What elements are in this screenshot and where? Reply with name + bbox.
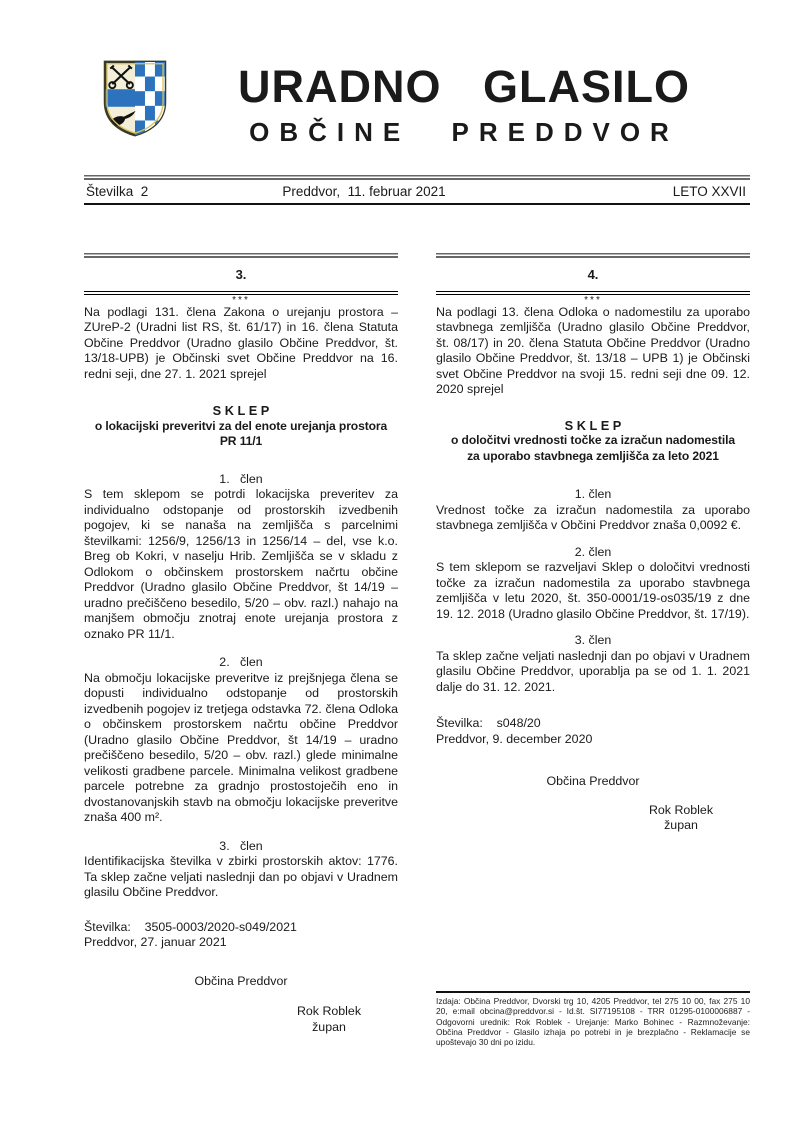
- article-body: Na območju lokacijske preveritve iz prejšnjega člena se dopusti individualno odstopanje od prostorskih izvedbenih pogojev iz tretjega odstavka 72. člena Odloka o občinskem prostorskem načrtu občine Preddvor (Uradno glasilo Občine Preddvor, št 14/19 – uradno prečiščeno besedilo, 5/20 – obv. razl.) glede minimalne velikosti gradbene parcele. Minimalna velikost gradbene parcele potrebne za gradnjo prostostoječih eno in dvostanovanjskih stavb na območju lokacijske preveritve znaša 400 m².: [84, 670, 398, 825]
- article-body: Ta sklep začne veljati naslednji dan po objavi v Uradnem glasilu Občine Preddvor, uporablja pa se od 1. 1. 2021 dalje do 31. 12. 2021.: [436, 648, 750, 694]
- act-subtitle-line: o lokacijski preveritvi za del enote urejanja prostora: [94, 418, 388, 433]
- act-title: S K L E P: [564, 417, 622, 433]
- act-subtitle-line: o določitvi vrednosti točke za izračun nadomestila: [451, 433, 735, 448]
- stars-separator: ***: [584, 294, 602, 306]
- section-number: 4.: [587, 267, 599, 282]
- stars-separator: ***: [232, 294, 250, 306]
- article-heading: 3. člen: [574, 633, 612, 648]
- signer-title: župan: [664, 818, 698, 833]
- issue-number: Številka 2: [86, 184, 149, 199]
- article-body: Vrednost točke za izračun nadomestila za uporabo stavbnega zemljišča v Občini Preddvor znaša 0,0092 €.: [436, 502, 750, 533]
- masthead-title-block: [178, 61, 750, 147]
- article-heading: 2. člen: [574, 544, 612, 559]
- article-body: Identifikacijska številka v zbirki prostorskih aktov: 1776. Ta sklep začne veljati naslednji dan po objavi v Uradnem glasilu Občine Preddvor.: [84, 854, 398, 900]
- coat-of-arms-icon: [102, 58, 168, 138]
- reference-number: Številka: 3505-0003/2020-s049/2021: [84, 919, 297, 934]
- section-number: 3.: [235, 267, 247, 282]
- article-body: S tem sklepom se razveljavi Sklep o določitvi vrednosti točke za izračun nadomestila za uporabo stavbnega zemljišča v letu 2020, št. 350-0001/19-os035/19 z dne 19. 12. 2018 (Uradno glasilo Občine Preddvor, št. 17/19).: [436, 560, 750, 621]
- reference-block: [436, 716, 750, 747]
- article-body: S tem sklepom se potrdi lokacijska preveritev za individualno odstopanje od prostorskih izvedbenih pogojev, ki se nanaša na zemljišča s parcelnimi številkami: 1256/9, 1256/13 in 1256/14 – del, vse k.o. Breg ob Kokri, v naselju Hrib. Zemljišča se v skladu z Odlokom o občinskem prostorskem načrtu občine Preddvor (Uradno glasilo Občine Preddvor, št 14/19 – uradno prečiščeno besedilo, 5/20 – obv. razl.) nahajo na manjšem območju znotraj enote urejanja prostora z oznako PR 11/1.: [84, 487, 398, 641]
- signer-title: župan: [312, 1019, 346, 1034]
- reference-number: Številka: s048/20: [436, 716, 541, 731]
- article-heading: 2. člen: [219, 655, 263, 670]
- act-subtitle-line: PR 11/1: [219, 434, 263, 449]
- section-top-rule: [84, 253, 398, 258]
- municipality-name: Občina Preddvor: [546, 774, 640, 789]
- colophon-rule: [436, 991, 750, 993]
- article-heading: 1. člen: [574, 487, 612, 502]
- signer-name: Rok Roblek: [296, 1004, 362, 1019]
- gazette-subtitle: OBČINE PREDDVOR: [249, 117, 679, 147]
- header-rule-bottom: [84, 203, 750, 205]
- article-heading: 1. člen: [219, 471, 263, 486]
- signature-block: [616, 803, 746, 834]
- gazette-title: URADNO GLASILO: [238, 61, 690, 112]
- colophon-text: Izdaja: Občina Preddvor, Dvorski trg 10, 4205 Preddvor, tel 275 10 00, fax 275 10 20, e:mail obcina@preddvor.si - Id.št. SI77195108 - TRR 01295-0100006887 - Odgovorni urednik: Rok Roblek - Urejanje: Marko Bohinec - Razmnoževanje: Občina Preddvor - Glasilo izhaja po potrebi in je brezplačno - Reklamacije se upoštevajo 30 dni po izidu.: [436, 996, 750, 1048]
- reference-date: Preddvor, 9. december 2020: [436, 731, 593, 746]
- column-left-act-3: [84, 253, 398, 1035]
- header-rule-top: [84, 175, 750, 180]
- issue-year: LETO XXVII: [672, 184, 746, 199]
- colophon: [436, 991, 750, 1047]
- column-right-act-4: [436, 253, 750, 834]
- issue-place-date: Preddvor, 11. februar 2021: [282, 184, 446, 199]
- reference-date: Preddvor, 27. januar 2021: [84, 935, 227, 950]
- municipality-name: Občina Preddvor: [194, 973, 288, 988]
- signer-name: Rok Roblek: [648, 802, 714, 817]
- reference-block: [84, 920, 398, 951]
- article-heading: 3. člen: [219, 838, 263, 853]
- issue-meta-row: [84, 182, 750, 202]
- act-preamble: Na podlagi 13. člena Odloka o nadomestilu za uporabo stavbnega zemljišča (Uradno glasilo Občine Preddvor, št. 08/17) in 20. člena Statuta Občine Preddvor (Uradno glasilo Občine Preddvor, št. 13/18 – UPB 1) je Občinski svet Občine Preddvor na svoji 15. redni seji dne 09. 12. 2020 sprejel: [436, 304, 750, 397]
- act-title: S K L E P: [212, 403, 270, 419]
- act-preamble: Na podlagi 131. člena Zakona o urejanju prostora – ZUreP-2 (Uradni list RS, št. 61/17) in 16. člena Statuta Občine Preddvor (Uradno glasilo Občine Preddvor, št. 13/18-UPB) je Občinski svet Občine Preddvor na 16. redni seji, dne 27. 1. 2021 sprejel: [84, 304, 398, 381]
- section-top-rule: [436, 253, 750, 258]
- signature-block: [264, 1004, 394, 1035]
- act-subtitle-line: za uporabo stavbnega zemljišča za leto 2021: [467, 448, 719, 463]
